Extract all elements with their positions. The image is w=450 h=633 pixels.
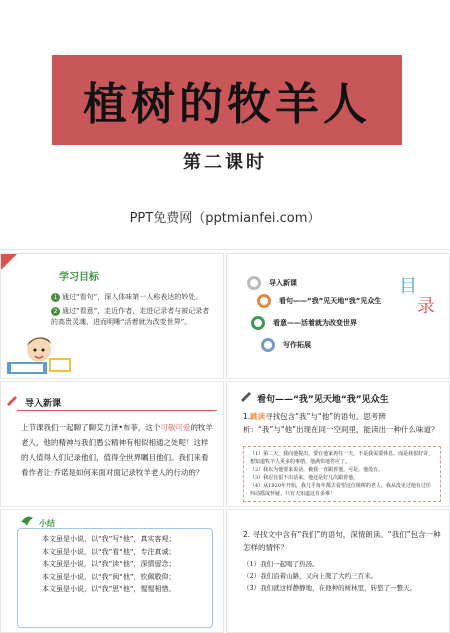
- intro-text-b: 的牧羊老人，他的精神与我们愚公精神有相似相通之处呢！这样的人值得人们记录他们，值得全世界瞩目他们。我们来看看作者让·乔诺是如何来面对面记录牧羊老人的行动的？: [21, 423, 213, 477]
- toc-item[interactable]: [247, 276, 297, 290]
- main-title: 植树的牧羊人: [83, 79, 371, 130]
- quote-line: （1）第二天，我向他提出，要在他家再住一天。不是我需要休息，而是我很好奇，想知道牧羊人更多的事情。他满快地答应了。: [250, 451, 434, 465]
- intro-paragraph: [21, 420, 215, 480]
- intro-text-a: 上节课我们一起聊了聊艾力泽•布菲，这个: [21, 423, 161, 432]
- toc-label: 导入新课: [269, 279, 297, 287]
- goal-item: [51, 306, 216, 328]
- pencil-icon: [239, 390, 253, 402]
- we-items: [243, 558, 447, 594]
- goal-text: 通过“看句”，深入体味第一人称表达的妙处。: [62, 293, 203, 301]
- reading-child-illustration: [5, 330, 75, 376]
- summary-line: 本文虽是小说，以“我”写“他”，真实客观；: [42, 535, 176, 543]
- question-text: 寻找包含“我”与“他”的语句。思考辨析：“我”与“他”出现在同一空间里，能读出一种什么味道？: [243, 412, 439, 434]
- summary-heading: 小结: [39, 519, 55, 528]
- quote-box: [243, 446, 441, 502]
- goal-text: 通过“看意”，走近作者，走进记录者与被记录者的高贵灵魂，进而明晰“活着就为改变世界”。: [51, 307, 210, 326]
- quote-line: （2）我以为他要来说话，被我一直跟着他。可是，他没有。: [250, 467, 384, 473]
- we-sentences-slide: [226, 509, 450, 633]
- we-item: （2）我们沿着山路，又向上爬了大约三百米。: [243, 572, 378, 580]
- sentence-slide: [226, 381, 450, 507]
- sentence-question: [243, 410, 443, 436]
- toc-bullet-icon: [257, 294, 271, 308]
- summary-line: 本文虽是小说，以“我”读“他”，深情留念；: [42, 560, 176, 568]
- quote-line: （3）我忍住很不出话来，他还是好几次跟着他。: [250, 475, 359, 481]
- summary-line: 本文虽是小说，以“我”思“他”，惺惺相惜。: [42, 585, 176, 593]
- toc-slide: [226, 253, 450, 379]
- goal-item: [51, 292, 216, 303]
- corner-triangle: [1, 254, 17, 270]
- heading-rule: [17, 410, 217, 411]
- site-credit: PPT免费网（pptmianfei.com）: [129, 211, 321, 226]
- intro-slide: [0, 381, 224, 507]
- summary-line: 本文虽是小说，以“我”阅“他”，钦佩敬仰；: [42, 572, 176, 581]
- bird-icon: [19, 514, 35, 528]
- title-slide: [0, 0, 450, 250]
- goals-slide: [0, 253, 224, 379]
- toc-mu-glyph: 目: [399, 276, 417, 297]
- intro-heading: 导入新课: [25, 399, 62, 409]
- pencil-icon: [5, 394, 19, 406]
- toc-bullet-icon: [251, 316, 265, 330]
- toc-label: 看句——“我”见天地“我”见众生: [279, 297, 382, 305]
- toc-lu-glyph: 录: [417, 296, 435, 317]
- goal-number: 2: [51, 307, 60, 316]
- intro-text-highlight: 可敬可爱: [160, 423, 191, 432]
- toc-item[interactable]: [257, 294, 381, 308]
- goals-heading: 学习目标: [59, 272, 99, 283]
- question-keyword: 跳读: [250, 412, 266, 421]
- toc-item[interactable]: [251, 316, 357, 330]
- we-item: （1）我们一起喝了热汤。: [243, 560, 319, 568]
- summary-slide: [0, 509, 224, 633]
- toc-bullet-icon: [247, 276, 261, 290]
- toc-bullet-icon: [261, 338, 275, 352]
- goal-number: 1: [51, 293, 60, 302]
- toc-label: 看意——活着就为改变世界: [273, 319, 357, 327]
- toc-label: 写作拓展: [283, 341, 311, 349]
- question-number: 1.: [243, 412, 251, 421]
- sentence-heading: 看句——“我”见天地“我”见众生: [257, 395, 389, 405]
- summary-box: [17, 528, 213, 628]
- we-question: 2. 寻找文中含有“我们”的语句，深情朗读。“我们”包含一种怎样的情怀？: [243, 530, 441, 552]
- quote-line: （4）从1920年开始，我几乎每年都去看望这位植树的老人。我从没见过他有过任何动摇或怀疑。只有天知道这有多难！: [250, 483, 431, 497]
- lesson-subtitle: 第二课时: [183, 152, 267, 173]
- toc-item[interactable]: [261, 338, 311, 352]
- summary-line: 本文虽是小说，以“我”看“他”，专注真诚；: [42, 547, 176, 556]
- we-item: （3）我们就这样静静地，在他种的树林里，转悠了一整天。: [243, 584, 417, 592]
